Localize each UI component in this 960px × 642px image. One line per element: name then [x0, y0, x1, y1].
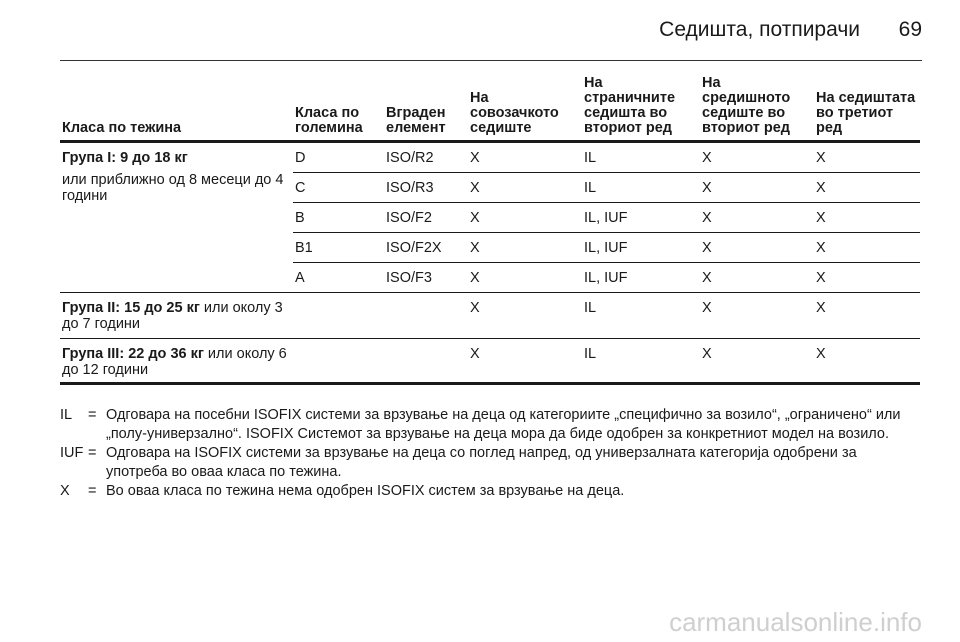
table-cell: X [468, 233, 582, 263]
legend-item [60, 444, 922, 482]
table-cell: A [293, 263, 384, 293]
table-cell: X [700, 203, 814, 233]
weight-group-title: Група II: 15 до 25 кг [62, 300, 200, 316]
table-cell: X [700, 339, 814, 384]
watermark: carmanualsonline.info [669, 607, 922, 637]
legend-key: IL [60, 407, 73, 423]
table-cell: X [814, 142, 920, 173]
table-cell: ISO/F2X [384, 233, 468, 263]
legend [60, 406, 922, 501]
page-header [60, 14, 922, 44]
table-cell: D [293, 142, 384, 173]
table-cell: X [814, 293, 920, 339]
weight-group-title: Група III: 22 до 36 кг [62, 346, 204, 362]
column-header-fixture: Вграден елемент [384, 76, 468, 142]
column-header-third-row: На седиштата во третиот ред [814, 76, 920, 142]
table-cell: X [468, 173, 582, 203]
legend-equals: = [88, 407, 97, 423]
column-header-size-class: Класа по големина [293, 76, 384, 142]
legend-item [60, 482, 922, 501]
table-cell: C [293, 173, 384, 203]
table-cell: X [814, 203, 920, 233]
table-cell [384, 339, 468, 384]
weight-group-cell [60, 339, 293, 384]
table-row [60, 293, 920, 339]
table-cell: X [468, 203, 582, 233]
table-cell: ISO/F2 [384, 203, 468, 233]
table-cell: X [700, 233, 814, 263]
table-cell: IL, IUF [582, 203, 700, 233]
table-cell: B1 [293, 233, 384, 263]
table-cell: X [814, 173, 920, 203]
weight-group-description: или околу 6 до 12 години [62, 346, 287, 378]
table-cell: IL [582, 173, 700, 203]
legend-equals: = [88, 483, 97, 499]
legend-item [60, 406, 922, 444]
legend-key: X [60, 483, 70, 499]
column-header-weight-class: Класа по тежина [60, 76, 293, 142]
weight-group-description: или околу 3 до 7 години [62, 300, 283, 332]
table-cell: X [468, 293, 582, 339]
table-cell: ISO/R2 [384, 142, 468, 173]
legend-text: Во оваа класа по тежина нема одобрен ISOFIX систем за врзување на деца. [106, 483, 625, 499]
table-cell: ISO/F3 [384, 263, 468, 293]
weight-group-cell [60, 142, 293, 293]
table-cell: X [814, 339, 920, 384]
table-cell: IL, IUF [582, 233, 700, 263]
table-row [60, 339, 920, 384]
legend-text: Одговара на ISOFIX системи за врзување на деца со поглед напред, од универзалната категорија одобрени за употреба во оваа класа по тежина. [106, 445, 857, 480]
table-row [60, 142, 920, 173]
table-cell: ISO/R3 [384, 173, 468, 203]
column-header-front-passenger: На совозачкото седиште [468, 76, 582, 142]
table-header-row [60, 76, 920, 142]
legend-key: IUF [60, 445, 84, 461]
table-cell: IL [582, 142, 700, 173]
weight-group-description: или приближно од 8 месеци до 4 години [62, 172, 284, 204]
table-cell: IL [582, 339, 700, 384]
column-header-second-row-center: На средишното седиште во вториот ред [700, 76, 814, 142]
table-cell: X [700, 173, 814, 203]
column-header-second-row-outboard: На страничните седишта во вториот ред [582, 76, 700, 142]
table-cell: X [814, 263, 920, 293]
table-cell [384, 293, 468, 339]
table-cell [293, 293, 384, 339]
legend-text: Одговара на посебни ISOFIX системи за врзување на деца од категориите „специфично за возило“, „ограничено“ или „полу-универзално“. ISOFIX Системот за врзување на деца мора да биде одобрен за конкретниот модел на возило. [106, 407, 901, 442]
legend-equals: = [88, 445, 97, 461]
table-cell [293, 339, 384, 384]
header-divider [60, 60, 922, 61]
table-cell: X [468, 263, 582, 293]
table-cell: X [814, 233, 920, 263]
table-cell: IL [582, 293, 700, 339]
table-cell: X [700, 142, 814, 173]
table-cell: X [468, 339, 582, 384]
table-cell: X [700, 293, 814, 339]
table-cell: B [293, 203, 384, 233]
page-number: 69 [898, 18, 922, 41]
table-cell: X [700, 263, 814, 293]
table-cell: X [468, 142, 582, 173]
isofix-compatibility-table [60, 76, 920, 385]
weight-group-cell [60, 293, 293, 339]
weight-group-title: Група I: 9 до 18 кг [62, 150, 188, 166]
page-title: Седишта, потпирачи [659, 18, 860, 41]
table-cell: IL, IUF [582, 263, 700, 293]
